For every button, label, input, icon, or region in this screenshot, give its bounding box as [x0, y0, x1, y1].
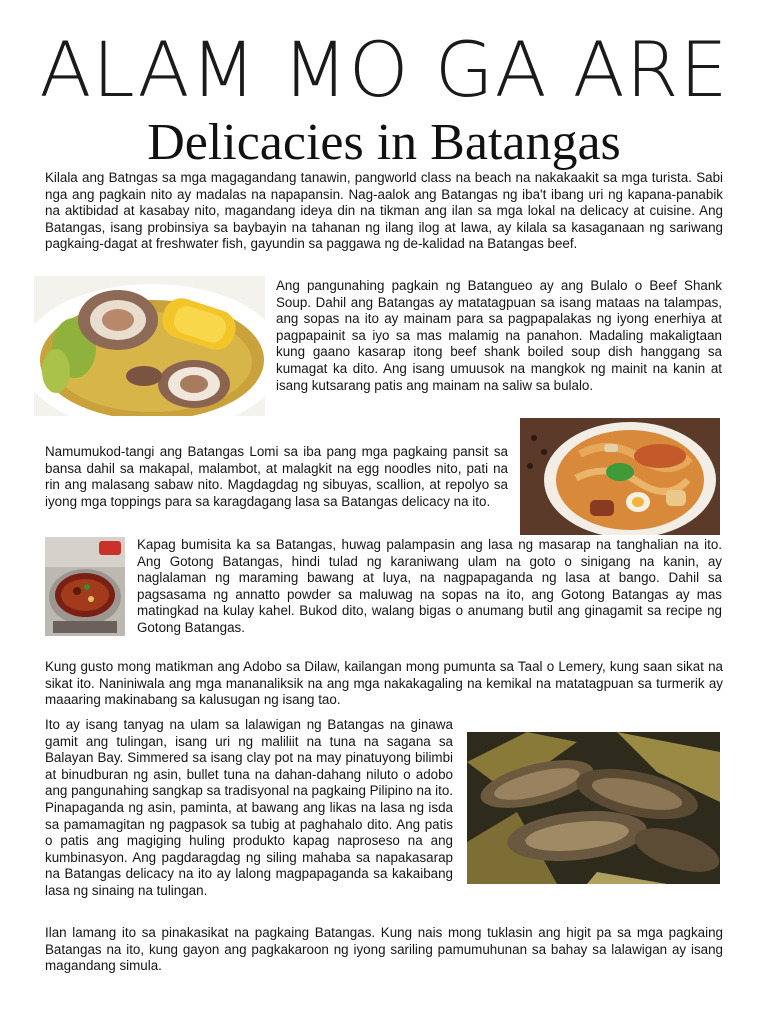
page-title: ALAM MO GA ARE: [39, 25, 729, 114]
lomi-noodle-photo: [520, 418, 720, 535]
closing-paragraph: Ilan lamang ito sa pinakasikat na pagkaing Batangas. Kung nais mong tuklasin ang higit pa sa mga pagkaing Batangas na ito, kung gayon ang pagkakaroon ng iyong sariling pamumuhunan sa bahay sa lalawigan ay isang magandang simula.: [45, 925, 723, 974]
gotong-batangas-photo: [45, 537, 125, 636]
bulalo-paragraph: Ang pangunahing pagkain ng Batangueo ay ang Bulalo o Beef Shank Soup. Dahil ang Batangas ay matatagpuan sa isang mataas na talampas, ang sopas na ito ay mainam para sa pagpapalakas ng iyong enerhiya at pagpapainit sa iyo sa mas malamig na panahon. Madaling makaligtaan kung gaano kasarap itong beef shank boiled soup dish hanggang sa kumagat ka dito. Ang isang umuusok na mangkok ng mainit na kanin at isang kutsarang patis ang mainam na saliw sa bulalo.: [276, 278, 722, 393]
lomi-paragraph: Namumukod-tangi ang Batangas Lomi sa iba pang mga pagkaing pansit sa bansa dahil sa makapal, malambot, at malagkit na egg noodles nito, pati na rin ang malasang sabaw nito. Magdagdag ng sibuyas, scallion, at repolyo sa iyong mga toppings para sa karagdagang lasa sa Batangas delicacy na ito.: [45, 444, 508, 509]
sinaing-na-tulingan-photo: [467, 732, 720, 884]
gotong-paragraph-intro: Kapag bumisita ka sa Batangas, huwag palampasin ang lasa ng masarap na tanghalian na ito. Ang Gotong Batangas, hindi tulad ng karaniwang ulam na goto o sinigang na kanin, ay naglalaman ng maraming bawang at luya, na nagpapaganda ng lasa at bango. Dahil sa pagsasama ng annatto powder sa maluwag na sopas na ito, ang Gotong Batangas ay mas matingkad na kulay kahel. Bukod dito, walang bigas o anumang butil ang ginagamit sa recipe ng Gotong Batangas.: [137, 537, 722, 635]
adobo-paragraph: Kung gusto mong matikman ang Adobo sa Dilaw, kailangan mong pumunta sa Taal o Lemery, kung saan sikat na sikat ito. Naniniwala ang mga mananaliksik na ang mga nakakagaling na kemikal na matatagpuan sa turmerik ay maaaring makinabang sa kalusugan ng isang tao.: [45, 659, 723, 708]
intro-paragraph: Kilala ang Batngas sa mga magagandang tanawin, pangworld class na beach na nakakaakit sa mga turista. Sabi nga ang pagkain nito ay madalas na napapansin. Nag-aalok ang Batangas ng iba't ibang uri ng kapana-panabik na aktibidad at kasabay nito, magandang ideya din na tikman ang ilan sa mga lokal na delicacy at cuisine. Ang Batangas, isang probinsiya sa baybayin na tahanan ng ilang ilog at lawa, ay kilala sa kasaganaan ng sariwang pagkaing-dagat at freshwater fish, gayundin sa paggawa ng de-kalidad na Batangas beef.: [45, 170, 723, 252]
tulingan-paragraph: Ito ay isang tanyag na ulam sa lalawigan ng Batangas na ginawa gamit ang tulingan, isang uri ng maliliit na tuna na sagana sa Balayan Bay. Simmered sa isang clay pot na may pinatuyong bilimbi at binudburan ng asin, bullet tuna na dahan-dahang niluto o adobo ang pangunahing sangkap sa tradisyonal na pagkaing Pilipino na ito. Pinapaganda ng asin, paminta, at bawang ang likas na lasa ng isda sa pamamagitan ng pagpasok sa tubig at paghahalo dito. Ang patis o patis ang magiging huling produkto kapag naproseso na ang kumbinasyon. Ang pagdaragdag ng siling mahaba sa napakasarap na Batangas delicacy na ito ay lalong magpapaganda sa kakaibang lasa ng sinaing na tulingan.: [45, 717, 453, 898]
page-subtitle: Delicacies in Batangas: [147, 114, 621, 171]
bulalo-soup-photo: [34, 276, 265, 416]
